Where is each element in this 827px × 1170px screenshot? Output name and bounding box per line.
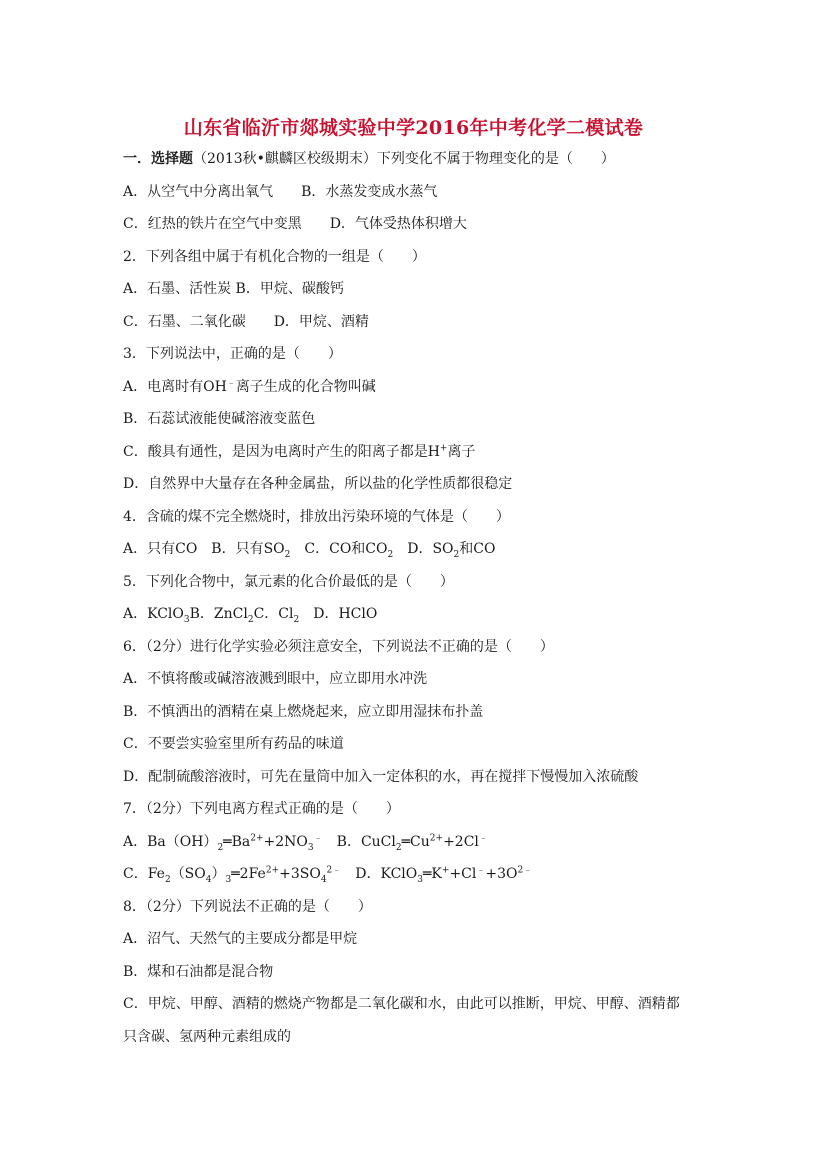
text: D．KClO <box>341 866 418 882</box>
superscript: ﹣ <box>478 833 488 844</box>
text: B．ZnCl <box>189 606 248 622</box>
text: A．只有CO B．只有SO <box>123 541 285 557</box>
superscript: 2+ <box>429 833 444 844</box>
text: C．CO和CO <box>290 541 388 557</box>
subscript: 4 <box>320 874 327 885</box>
text: ═K <box>423 866 442 882</box>
text: ═Cu <box>401 834 430 850</box>
page-title: 山东省临沂市郯城实验中学2016年中考化学二模试卷 <box>183 117 644 139</box>
text: D．SO <box>393 541 454 557</box>
question-3-option-d: D．自然界中大量存在各种金属盐，所以盐的化学性质都很稳定 <box>123 476 513 492</box>
question-7-options-cd <box>123 865 532 883</box>
question-3-option-a <box>123 378 376 396</box>
question-3-option-c <box>123 443 475 461</box>
question-6-option-c: C．不要尝实验室里所有药品的味道 <box>123 736 344 752</box>
subscript: 2 <box>164 874 171 885</box>
text: A．Ba（OH） <box>123 834 218 850</box>
text: ═2Fe <box>231 866 266 882</box>
question-6-option-b: B．不慎洒出的酒精在桌上燃烧起来，应立即用湿抹布扑盖 <box>123 704 484 720</box>
question-1-options-cd: C．红热的铁片在空气中变黑 D．气体受热体积增大 <box>123 216 467 232</box>
text: B．CuCl <box>322 834 396 850</box>
subscript: 2 <box>395 842 402 853</box>
superscript: 2﹣ <box>517 865 533 876</box>
question-7-stem: 7．（2分）下列电离方程式正确的是（ ） <box>123 801 400 817</box>
text: ） <box>211 866 226 882</box>
question-6-stem: 6．（2分）进行化学实验必须注意安全，下列说法不正确的是（ ） <box>123 639 554 655</box>
text: （SO <box>170 866 206 882</box>
subscript: 2 <box>284 549 291 560</box>
question-7-options-ab <box>123 833 488 851</box>
subscript: 3 <box>417 874 423 885</box>
question-6-option-a: A．不慎将酸或碱溶液溅到眼中，应立即用水冲洗 <box>123 671 428 687</box>
question-4-options <box>123 540 495 558</box>
question-1-stem <box>123 150 615 168</box>
question-2-options-cd: C．石墨、二氧化碳 D．甲烷、酒精 <box>123 314 369 330</box>
subscript: 3 <box>307 842 314 853</box>
text: +2NO <box>263 834 308 850</box>
question-8-stem: 8．（2分）下列说法不正确的是（ ） <box>123 899 372 915</box>
superscript: 2+ <box>265 865 280 876</box>
text: +3SO <box>279 866 321 882</box>
question-6-option-d: D．配制硫酸溶液时，可先在量筒中加入一定体积的水，再在搅拌下慢慢加入浓硫酸 <box>123 769 639 785</box>
superscript: ﹣ <box>476 865 486 876</box>
subscript: 2 <box>217 842 224 853</box>
subscript: 3 <box>183 614 190 625</box>
section-heading: 一．选择题 <box>123 151 193 167</box>
text: A．KClO <box>123 606 184 622</box>
question-5-stem: 5．下列化合物中，氯元素的化合价最低的是（ ） <box>123 574 454 590</box>
question-3-stem: 3．下列说法中，正确的是（ ） <box>123 346 342 362</box>
superscript: + <box>441 865 450 876</box>
subscript: 2 <box>247 614 254 625</box>
subscript: 2 <box>387 549 394 560</box>
question-5-options <box>123 605 377 623</box>
text: ═Ba <box>223 834 251 850</box>
question-8-option-c-cont: 只含碳、氢两种元素组成的 <box>123 1029 291 1045</box>
subscript: 2 <box>293 614 300 625</box>
superscript: 2+ <box>250 833 264 844</box>
text: +Cl <box>449 866 477 882</box>
text: 和CO <box>459 541 496 557</box>
text: C．酸具有通性，是因为电离时产生的阳离子都是H <box>123 444 440 460</box>
text: C．Cl <box>253 606 294 622</box>
subscript: 4 <box>205 874 212 885</box>
superscript: ﹣ <box>226 378 236 389</box>
question-4-stem: 4．含硫的煤不完全燃烧时，排放出污染环境的气体是（ ） <box>123 509 510 525</box>
question-2-stem: 2．下列各组中属于有机化合物的一组是（ ） <box>123 249 426 265</box>
question-3-option-b: B．石蕊试液能使碱溶液变蓝色 <box>123 411 316 427</box>
superscript: + <box>439 443 448 454</box>
subscript: 3 <box>225 874 232 885</box>
text: C．Fe <box>123 866 165 882</box>
text: +3O <box>485 866 518 882</box>
question-8-option-c: C．甲烷、甲醇、酒精的燃烧产物都是二氧化碳和水，由此可以推断，甲烷、甲醇、酒精都 <box>123 996 680 1012</box>
text: +2Cl <box>443 834 479 850</box>
superscript: ﹣ <box>313 833 323 844</box>
text: 离子生成的化合物叫碱 <box>235 379 376 395</box>
text: D．HClO <box>299 606 378 622</box>
subscript: 2 <box>453 549 460 560</box>
question-2-options-ab: A．石墨、活性炭 B．甲烷、碳酸钙 <box>123 281 344 297</box>
superscript: 2﹣ <box>326 865 342 876</box>
text: A．电离时有OH <box>123 379 227 395</box>
question-1-options-ab: A．从空气中分离出氧气 B．水蒸发变成水蒸气 <box>123 184 438 200</box>
question-1-text: （2013秋•麒麟区校级期末）下列变化不属于物理变化的是（ ） <box>193 151 615 167</box>
question-8-option-a: A．沼气、天然气的主要成分都是甲烷 <box>123 931 358 947</box>
text: 离子 <box>447 444 476 460</box>
question-8-option-b: B．煤和石油都是混合物 <box>123 964 274 980</box>
